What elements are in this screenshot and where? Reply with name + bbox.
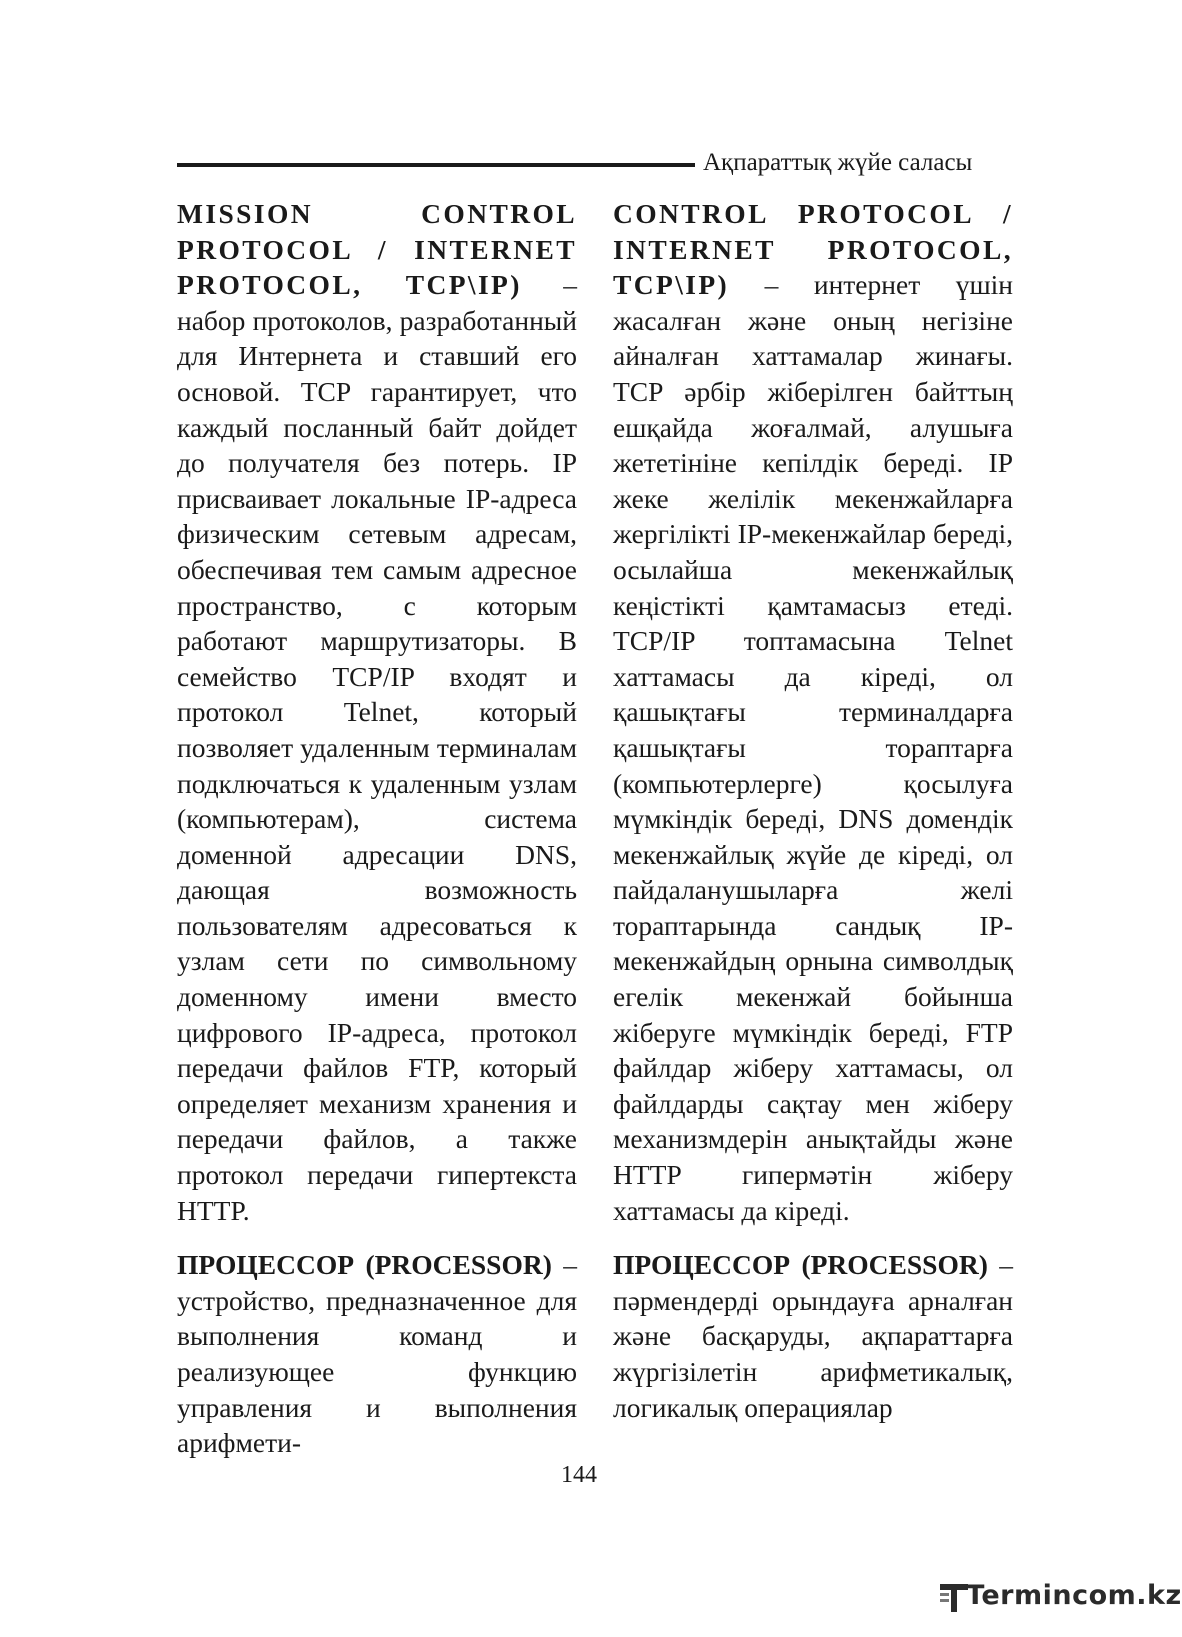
right-column-kazakh <box>613 196 1013 1425</box>
entry-processor-kk <box>613 1247 1013 1425</box>
entry-definition: – интернет үшін жасалған және оның негізіне айналған хаттамалар жинағы. TCP әрбір жіберілген байттың ешқайда жоғалмай, алушыға жететініне кепілдік береді. IP жеке желілік мекенжайларға жергілікті IP-мекенжайлар береді, осылайша мекенжайлық кеңістікті қамтамасыз етеді. TCP/IP топтамасына Telnet хаттамасы да кіреді, ол қашықтағы терминалдарға қашықтағы тораптарға (компьютерлерге) қосылуға мүмкіндік береді, DNS домендік мекенжайлық жүйе де кіреді, ол пайдаланушыларға желі тораптарында сандық IP-мекенжайдың орнына символдық егелік мекенжай бойынша жіберуге мүмкіндік береді, FTP файлдар жіберу хаттамасы, ол файлдарды сақтау мен жіберу механизмдерін анықтайды және HTTP гипермәтін жіберу хаттамасы да кіреді. <box>613 269 1013 1226</box>
entry-tcpip-ru <box>177 196 577 1228</box>
entry-term: MISSION CONTROL PROTOCOL / INTERNET PROTOCOL, TCP\IP) <box>177 198 577 301</box>
entry-processor-ru <box>177 1247 577 1461</box>
entry-term: ПРОЦЕССОР (PROCESSOR) <box>177 1249 552 1281</box>
entry-definition: – устройство, предназначенное для выполнения команд и реализующее функцию управления и выполнения арифмети- <box>177 1249 577 1459</box>
entry-definition: – набор протоколов, разработанный для Интернета и ставший его основой. TCP гарантирует, что каждый посланный байт дойдет до получателя без потерь. IP присваивает локальные IP-адреса физическим сетевым адресам, обеспечивая тем самым адресное пространство, с которым работают маршрутизаторы. В семейство TCP/IP входят и протокол Telnet, который позволяет удаленным терминалам подключаться к удаленным узлам (компьютерам), система доменной адресации DNS, дающая возможность пользователям адресоваться к узлам сети по символьному доменному имени вместо цифрового IP-адреса, протокол передачи файлов FTP, который определяет механизм хранения и передачи файлов, а также протокол передачи гипертекста HTTP. <box>177 269 578 1226</box>
entry-term: ПРОЦЕССОР (PROCESSOR) <box>613 1249 988 1281</box>
entry-tcpip-kk <box>613 196 1013 1228</box>
running-header: Ақпараттық жүйе саласы <box>703 149 973 176</box>
entry-term: CONTROL PROTOCOL / INTERNET PROTOCOL, TCP\IP) <box>613 198 1013 301</box>
left-column-russian <box>177 196 577 1461</box>
header-rule <box>177 163 695 167</box>
entry-definition: – пәрмендерді орындауға арналған және басқаруды, ақпараттарға жүргізілетін арифметикалық, логикалық операциялар <box>613 1249 1013 1423</box>
termincom-watermark <box>940 1580 1182 1620</box>
page-number: 144 <box>561 1462 597 1488</box>
watermark-text: Termincom.kz <box>966 1580 1182 1611</box>
